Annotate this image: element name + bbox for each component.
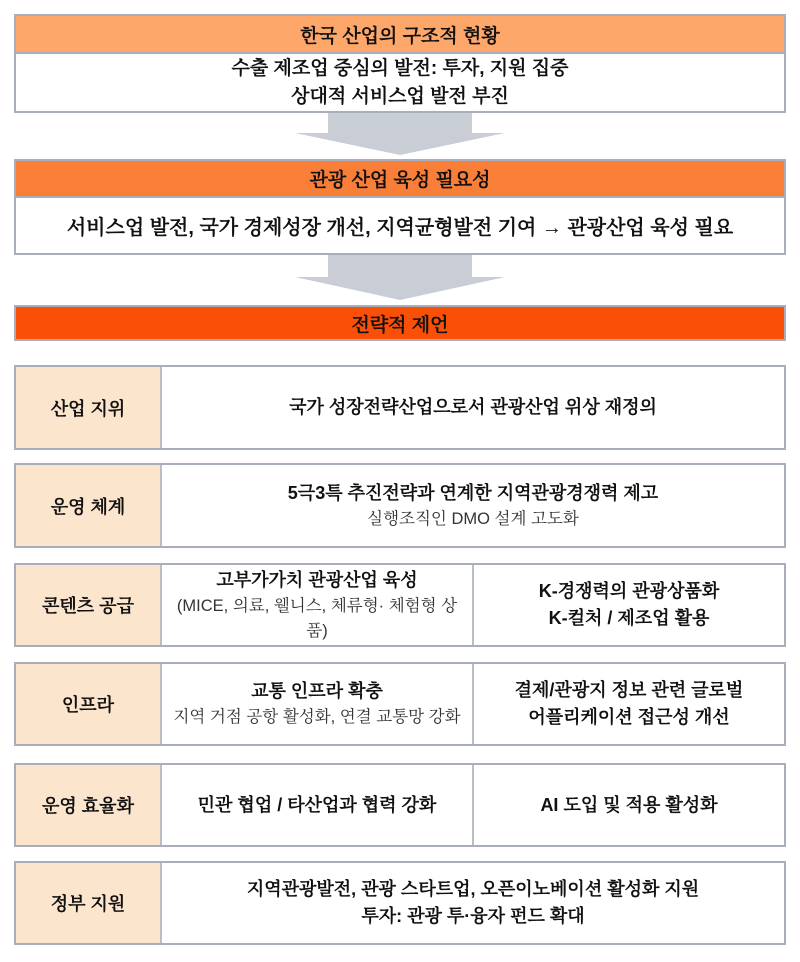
flow-box-line: 수출 제조업 중심의 발전: 투자, 지원 집중 <box>231 57 569 79</box>
row-label: 콘텐츠 공급 <box>16 565 162 645</box>
cell-sub-text: 실행조직인 DMO 설계 고도화 <box>367 509 579 528</box>
row-cells <box>162 863 784 943</box>
row-cell <box>472 765 784 845</box>
table-row-industry-status <box>14 365 786 450</box>
row-cell <box>472 565 784 645</box>
cell-main-text: AI 도입 및 적용 활성화 <box>540 794 718 815</box>
row-label: 인프라 <box>16 664 162 744</box>
strategy-header-bar: 전략적 제언 <box>14 305 786 341</box>
row-cell <box>162 367 784 448</box>
row-label: 정부 지원 <box>16 863 162 943</box>
cell-sub-text: 지역 거점 공항 활성화, 연결 교통망 강화 <box>173 708 461 726</box>
flow-box-body <box>16 198 784 253</box>
row-cells <box>162 565 784 645</box>
cell-main-text: 국가 성장전략산업으로서 관광산업 위상 재정의 <box>289 397 657 417</box>
row-cells <box>162 765 784 845</box>
row-cell <box>162 765 472 845</box>
table-row-operational-efficiency <box>14 763 786 847</box>
down-arrow-icon <box>295 255 505 300</box>
cell-main-text: K-컬처 / 제조업 활용 <box>548 608 710 628</box>
cell-main-text: 고부가가치 관광산업 육성 <box>216 569 418 590</box>
row-label: 운영 체계 <box>16 465 162 546</box>
cell-main-text: 지역관광발전, 관광 스타트업, 오픈이노베이션 활성화 지원 <box>246 879 700 899</box>
row-cells <box>162 367 784 448</box>
flow-box-line: 서비스업 발전, 국가 경제성장 개선, 지역균형발전 기여 → 관광산업 육성 필요 <box>66 217 734 239</box>
table-row-government-support <box>14 861 786 945</box>
row-cell <box>472 664 784 744</box>
row-cell <box>162 863 784 943</box>
row-label: 산업 지위 <box>16 367 162 448</box>
flow-box-title: 한국 산업의 구조적 현황 <box>16 16 784 54</box>
row-label: 운영 효율화 <box>16 765 162 845</box>
flow-box-korea-industry-status <box>14 14 786 113</box>
flow-box-body <box>16 54 784 111</box>
flow-box-line: 상대적 서비스업 발전 부진 <box>291 85 509 107</box>
cell-sub-text: (MICE, 의료, 웰니스, 체류형· 체험형 상품) <box>176 596 458 640</box>
cell-main-text: 5극3특 추진전략과 연계한 지역관광경쟁력 제고 <box>287 482 659 503</box>
row-cells <box>162 465 784 546</box>
row-cell <box>162 565 472 645</box>
row-cell <box>162 465 784 546</box>
table-row-content-supply <box>14 563 786 647</box>
table-row-operating-system <box>14 463 786 548</box>
cell-main-text: 결제/관광지 정보 관련 글로벌 <box>514 680 744 700</box>
cell-main-text: 민관 협업 / 타산업과 협력 강화 <box>197 794 437 815</box>
cell-main-text: K-경쟁력의 관광상품화 <box>538 581 720 601</box>
row-cells <box>162 664 784 744</box>
table-row-infrastructure <box>14 662 786 746</box>
cell-main-text: 교통 인프라 확충 <box>251 681 383 701</box>
cell-main-text: 투자: 관광 투·융자 펀드 확대 <box>361 906 585 926</box>
down-arrow-icon <box>295 113 505 155</box>
flow-box-tourism-need <box>14 159 786 255</box>
cell-main-text: 어플리케이션 접근성 개선 <box>528 707 730 727</box>
flow-box-title: 관광 산업 육성 필요성 <box>16 161 784 198</box>
row-cell <box>162 664 472 744</box>
